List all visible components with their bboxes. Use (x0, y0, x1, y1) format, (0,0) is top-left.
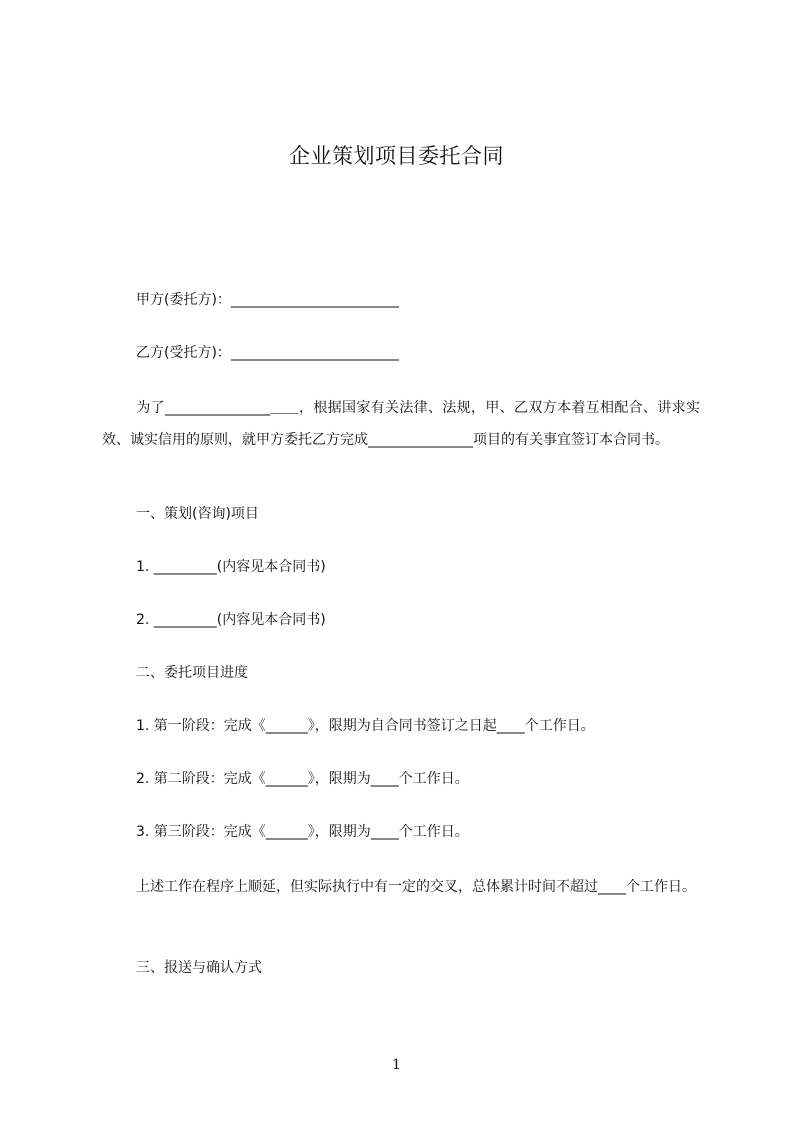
section-2-item-3: 3. 第三阶段：完成《______》，限期为____个工作日。 (136, 824, 469, 840)
section-2-heading: 二、委托项目进度 (136, 665, 248, 681)
summary-paragraph (102, 871, 700, 903)
intro-paragraph (102, 392, 700, 456)
intro-text: 为了_______________＿＿，根据国家有关法律、法规，甲、乙双方本着互相配合、讲求实效、诚实信用的原则，就甲方委托乙方完成_______________项目的有关事宜签订本合同书。 (102, 400, 700, 448)
party-b-line: 乙方(受托方)：________________________ (136, 345, 399, 361)
document-title: 企业策划项目委托合同 (289, 144, 504, 168)
section-1-item-1: 1. _________(内容见本合同书) (136, 559, 326, 575)
section-1-heading: 一、策划(咨询)项目 (136, 506, 259, 522)
party-a-line: 甲方(委托方)：________________________ (136, 292, 399, 308)
page-number: 1 (392, 1057, 401, 1073)
section-3-heading: 三、报送与确认方式 (136, 960, 262, 976)
section-2-item-2: 2. 第二阶段：完成《______》，限期为____个工作日。 (136, 771, 469, 787)
section-1-item-2: 2. _________(内容见本合同书) (136, 612, 326, 628)
summary-text: 上述工作在程序上顺延，但实际执行中有一定的交叉，总体累计时间不超过____个工作日。 (136, 879, 696, 895)
section-2-item-1: 1. 第一阶段：完成《______》，限期为自合同书签订之日起____个工作日。 (136, 718, 595, 734)
